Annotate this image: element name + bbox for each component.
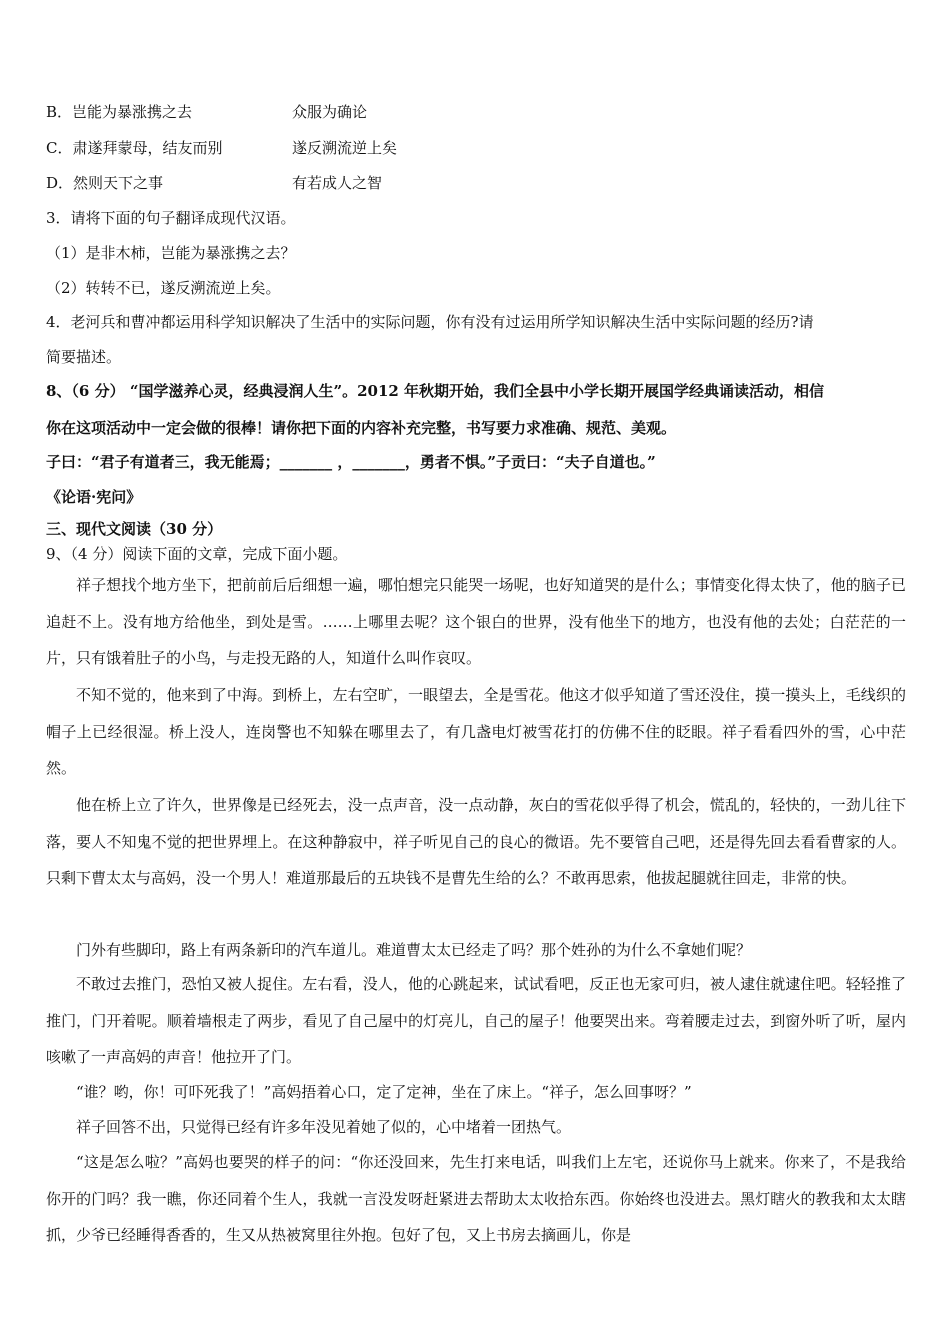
- option-b-right: 众服为确论: [292, 103, 368, 121]
- question-8-line-2: 你在这项活动中一定会做的很棒！请你把下面的内容补充完整，书写要力求准确、规范、美观。: [46, 419, 677, 437]
- question-3-sentence-1: （1）是非木柿，岂能为暴涨携之去？: [46, 244, 296, 262]
- question-3-sentence-2: （2）转转不已，遂反溯流逆上矣。: [46, 279, 281, 297]
- passage-paragraph-6: “谁？哟，你！可吓死我了！”高妈捂着心口，定了定神，坐在了床上。“祥子，怎么回事呀？”: [76, 1083, 692, 1101]
- passage-paragraph-3: 他在桥上立了许久，世界像是已经死去，没一点声音，没一点动静，灰白的雪花似乎得了机会，慌乱的，轻快的，一劲儿往下落，要人不知鬼不觉的把世界埋上。在这种静寂中，祥子听见自己的良心的微语。先不要管自己吧，还是得先回去看看曹家的人。只剩下曹太太与高妈，没一个男人！难道那最后的五块钱不是曹先生给的么？不敢再思索，他拔起腿就往回走，非常的快。: [46, 796, 906, 888]
- option-c-right: 遂反溯流逆上矣: [292, 139, 398, 157]
- passage-paragraph-4: 门外有些脚印，路上有两条新印的汽车道儿。难道曹太太已经走了吗？那个姓孙的为什么不拿她们呢？: [76, 941, 752, 959]
- question-8-line-3: 子曰：“君子有道者三，我无能焉；_______ ，_______，勇者不惧。”子贡曰：“夫子自道也。”: [46, 453, 656, 471]
- question-8-source: 《论语·宪问》: [46, 488, 142, 506]
- passage-paragraph-7: 祥子回答不出，只觉得已经有许多年没见着她了似的，心中堵着一团热气。: [76, 1118, 572, 1136]
- question-4-line-2: 简要描述。: [46, 348, 122, 366]
- passage-paragraph-5: 不敢过去推门，恐怕又被人捉住。左右看，没人，他的心跳起来，试试看吧，反正也无家可归，被人逮住就逮住吧。轻轻推了推门，门开着呢。顺着墙根走了两步，看见了自己屋中的灯亮儿，自己的屋子！他要哭出来。弯着腰走过去，到窗外听了听，屋内咳嗽了一声高妈的声音！他拉开了门。: [46, 975, 906, 1067]
- question-4-line-1: 4．老河兵和曹冲都运用科学知识解决了生活中的实际问题，你有没有过运用所学知识解决生活中实际问题的经历?请: [46, 313, 814, 331]
- question-8-line-1: 8、（6 分） “国学滋养心灵，经典浸润人生”。2012 年秋期开始，我们全县中小学长期开展国学经典诵读活动，相信: [46, 382, 825, 400]
- option-c-left: C．肃遂拜蒙母，结友而别: [46, 139, 223, 157]
- passage-paragraph-1: 祥子想找个地方坐下，把前前后后细想一遍，哪怕想完只能哭一场呢，也好知道哭的是什么；事情变化得太快了，他的脑子已追赶不上。没有地方给他坐，到处是雪。……上哪里去呢？这个银白的世界，没有他坐下的地方，也没有他的去处；白茫茫的一片，只有饿着肚子的小鸟，与走投无路的人，知道什么叫作哀叹。: [46, 576, 906, 668]
- question-9-title: 9、（4 分）阅读下面的文章，完成下面小题。: [46, 545, 348, 563]
- passage-paragraph-2: 不知不觉的，他来到了中海。到桥上，左右空旷，一眼望去，全是雪花。他这才似乎知道了雪还没住，摸一摸头上，毛线织的帽子上已经很湿。桥上没人，连岗警也不知躲在哪里去了，有几盏电灯被雪花打的仿佛不住的眨眼。祥子看看四外的雪，心中茫然。: [46, 686, 906, 778]
- question-3-title: 3．请将下面的句子翻译成现代汉语。: [46, 209, 296, 227]
- option-d-left: D．然则天下之事: [46, 174, 164, 192]
- option-d-right: 有若成人之智: [292, 174, 383, 192]
- section-3-title: 三、现代文阅读（30 分）: [46, 520, 223, 538]
- option-b-left: B．岂能为暴涨携之去: [46, 103, 193, 121]
- passage-paragraph-8: “这是怎么啦？”高妈也要哭的样子的问：“你还没回来，先生打来电话，叫我们上左宅，还说你马上就来。你来了，不是我给你开的门吗？我一瞧，你还同着个生人，我就一言没发呀赶紧进去帮助太太收拾东西。你始终也没进去。黑灯瞎火的教我和太太瞎抓，少爷已经睡得香香的，生又从热被窝里往外抱。包好了包，又上书房去摘画儿，你是: [46, 1153, 906, 1245]
